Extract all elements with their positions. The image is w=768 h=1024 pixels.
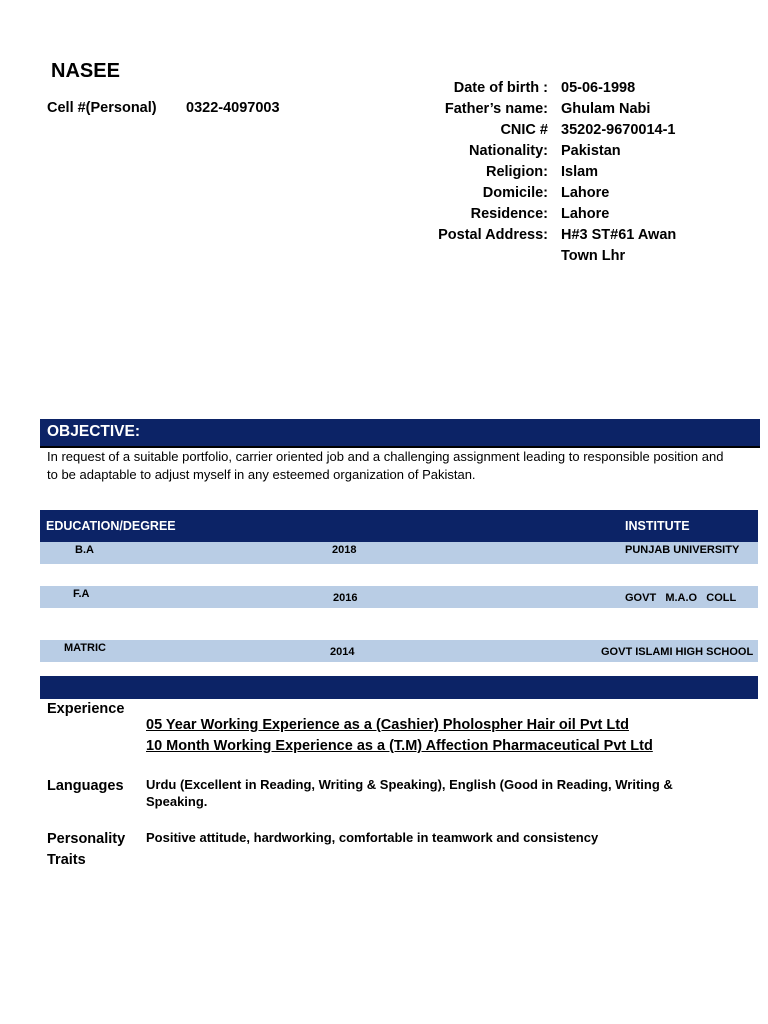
education-year: 2016 [333, 592, 358, 604]
education-header-institute: INSTITUTE [625, 519, 690, 533]
father-name-label: Father’s name: [444, 101, 548, 117]
traits-text: Positive attitude, hardworking, comfortable in teamwork and consistency [146, 830, 599, 845]
postal-address-value: H#3 ST#61 Awan Town Lhr [561, 227, 677, 264]
education-year: 2018 [332, 544, 357, 556]
education-degree: MATRIC [64, 642, 106, 654]
residence-label: Residence: [470, 206, 548, 222]
education-year: 2014 [330, 646, 355, 658]
candidate-name: NASEE [51, 60, 120, 82]
dob-value: 05-06-1998 [561, 80, 636, 96]
nationality-value: Pakistan [561, 143, 621, 159]
dob-label: Date of birth : [453, 80, 548, 96]
education-institute: GOVT M.A.O COLL [625, 592, 737, 604]
domicile-label: Domicile: [482, 185, 548, 201]
education-header-degree: EDUCATION/DEGREE [46, 519, 176, 533]
cnic-value: 35202-9670014-1 [561, 122, 676, 138]
residence-value: Lahore [561, 206, 610, 222]
postal-address-label: Postal Address: [438, 227, 548, 243]
father-name-value: Ghulam Nabi [561, 101, 651, 117]
languages-text: Urdu (Excellent in Reading, Writing & Speaking), English (Good in Reading, Writing & Speaking. [146, 777, 673, 809]
nationality-label: Nationality: [469, 143, 548, 159]
education-institute: GOVT ISLAMI HIGH SCHOOL [601, 646, 754, 658]
religion-value: Islam [561, 164, 599, 180]
religion-label: Religion: [485, 164, 548, 180]
experience-label: Experience [47, 701, 125, 717]
cell-value: 0322-4097003 [186, 100, 280, 116]
experience-item: 10 Month Working Experience as a (T.M) Affection Pharmaceutical Pvt Ltd [146, 738, 653, 754]
domicile-value: Lahore [561, 185, 610, 201]
education-degree: B.A [75, 544, 94, 556]
cnic-label: CNIC # [500, 122, 548, 138]
education-degree: F.A [73, 588, 90, 600]
experience-item: 05 Year Working Experience as a (Cashier) Pholospher Hair oil Pvt Ltd [146, 717, 629, 733]
traits-label: Personality Traits [47, 831, 126, 868]
cell-label: Cell #(Personal) [47, 100, 157, 116]
objective-text: In request of a suitable portfolio, carrier oriented job and a challenging assignment leading to responsible position and to be adaptable to adjust myself in any esteemed organization of Pakistan. [47, 449, 724, 482]
languages-label: Languages [47, 778, 124, 794]
section-separator-bar [40, 676, 758, 699]
objective-bar [40, 419, 760, 447]
objective-title: OBJECTIVE: [47, 423, 141, 440]
education-institute: PUNJAB UNIVERSITY [625, 544, 740, 556]
